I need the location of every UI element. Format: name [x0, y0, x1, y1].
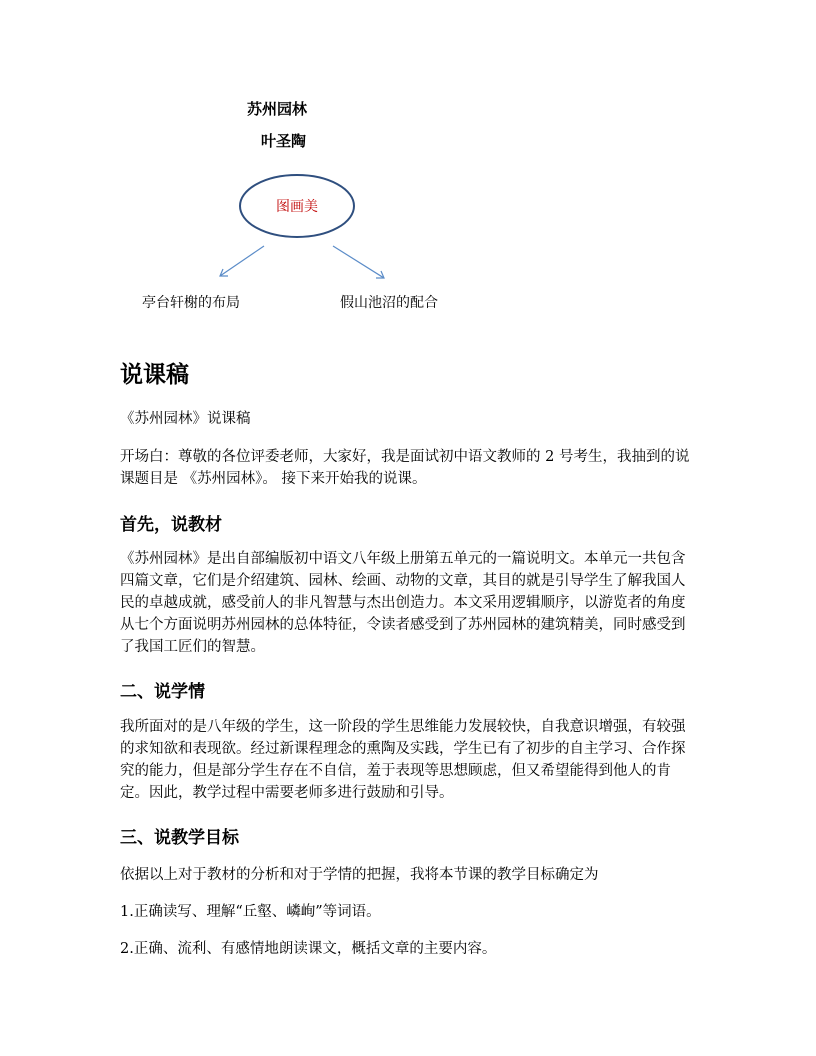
- section1-body: 《苏州园林》是出自部编版初中语文八年级上册第五单元的一篇说明文。本单元一共包含四篇文章，它们是介绍建筑、园林、绘画、动物的文章，其目的就是引导学生了解我国人民的卓越成就，感受前人的非凡智慧与杰出创造力。本文采用逻辑顺序，以游览者的角度从七个方面说明苏州园林的总体特征，令读者感受到了苏州园林的建筑精美，同时感受到了我国工匠们的智慧。: [120, 551, 686, 655]
- opening-paragraph: 开场白：尊敬的各位评委老师，大家好，我是面试初中语文教师的 2 号考生，我抽到的说课题目是 《苏州园林》。 接下来开始我的说课。: [120, 449, 690, 487]
- diagram-author: 叶圣陶: [261, 132, 307, 150]
- diagram-title: 苏州园林: [247, 100, 308, 118]
- diagram-left-branch: 亭台轩榭的布局: [142, 295, 240, 311]
- diagram-right-branch: 假山池沼的配合: [340, 295, 438, 311]
- section3-intro: 依据以上对于教材的分析和对于学情的把握，我将本节课的教学目标确定为: [120, 867, 599, 883]
- branch-arrows: [220, 246, 384, 278]
- arrow-left: [220, 246, 264, 276]
- doc-subtitle: 《苏州园林》说课稿: [120, 411, 251, 427]
- page-title: 说课稿: [120, 362, 189, 388]
- mind-map-diagram: [0, 0, 816, 320]
- goal-item-1: 1.正确读写、理解“丘壑、嶙峋”等词语。: [120, 904, 381, 920]
- section2-heading: 二、说学情: [120, 682, 205, 702]
- goal-item-2: 2.正确、流利、有感情地朗读课文，概括文章的主要内容。: [120, 941, 497, 957]
- section2-body: 我所面对的是八年级的学生，这一阶段的学生思维能力发展较快，自我意识增强，有较强的求知欲和表现欲。经过新课程理念的熏陶及实践，学生已有了初步的自主学习、合作探究的能力，但是部分学生存在不自信，羞于表现等思想顾虑，但又希望能得到他人的肯定。因此，教学过程中需要老师多进行鼓励和引导。: [120, 719, 686, 801]
- section3-heading: 三、说教学目标: [120, 828, 239, 848]
- arrow-right: [333, 246, 384, 278]
- section1-heading: 首先，说教材: [120, 515, 222, 535]
- diagram-center-label: 图画美: [276, 199, 318, 215]
